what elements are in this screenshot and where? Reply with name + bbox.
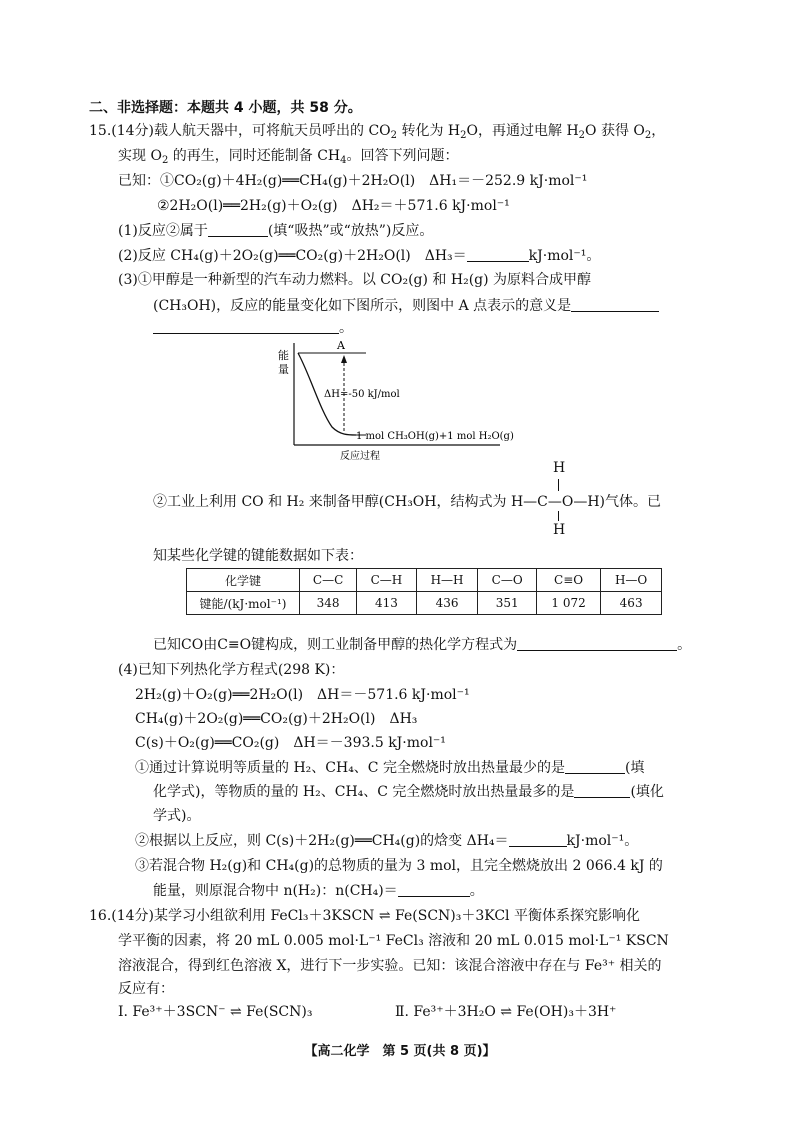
answer-blank[interactable]	[208, 224, 268, 237]
q15-stem-text: ，	[651, 123, 666, 139]
q15-part4-text: 。	[469, 883, 484, 899]
q15-part4-1-line3: 学式)。	[153, 808, 201, 824]
q16-line4: 反应有：	[118, 981, 174, 997]
y-axis-label: 能	[278, 349, 289, 362]
table-row	[187, 569, 662, 592]
y-axis-label: 量	[278, 363, 289, 376]
table-cell: 351	[478, 592, 536, 615]
q15-part4-3-line2	[153, 882, 484, 900]
q15-part4-text: 能量，则原混合物中 n(H₂)：n(CH₄)＝	[153, 883, 398, 899]
q16-line3: 溶液混合，得到红色溶液 X，进行下一步实验。已知：该混合溶液中存在与 Fe³⁺ 相关的	[118, 958, 662, 974]
q15-stem-text: 实现 O	[118, 148, 162, 164]
q16-line1: 16.(14分)某学习小组欲利用 FeCl₃＋3KSCN ⇌ Fe(SCN)₃＋3KCl 平衡体系探究影响化	[89, 908, 640, 924]
q15-part3-text: (CH₃OH)，反应的能量变化如下图所示，则图中 A 点表示的意义是	[153, 298, 572, 314]
q15-part3-line6	[153, 636, 691, 654]
q16-eq-2: Ⅱ. Fe³⁺＋3H₂O ⇌ Fe(OH)₃＋3H⁺	[395, 1004, 617, 1020]
bond-energy-table	[186, 568, 662, 615]
q15-part4-1-line1	[135, 759, 644, 777]
q15-part3-text: 。	[339, 320, 353, 336]
q15-part3-line1: (3)①甲醇是一种新型的汽车动力燃料。以 CO₂(g) 和 H₂(g) 为原料合成甲醇	[118, 272, 592, 288]
arrow-head	[341, 355, 347, 363]
q15-stem-text: O，再通过电解 H	[466, 123, 579, 139]
answer-blank[interactable]	[517, 638, 677, 651]
q15-part4-text: (填	[624, 760, 645, 776]
table-cell: 1 072	[536, 592, 600, 615]
q15-part4-text: 化学式)，等物质的量的 H₂、CH₄、C 完全燃烧时放出热量最多的是	[153, 784, 575, 800]
table-cell: 436	[416, 592, 478, 615]
struct-h-top: H	[553, 460, 566, 476]
q15-part1-text: (填“吸热”或“放热”)反应。	[267, 223, 434, 239]
energy-diagram	[270, 335, 520, 465]
q15-part2-text: (2)反应 CH₄(g)＋2O₂(g)══CO₂(g)＋2H₂O(l) ΔH₃＝	[118, 248, 467, 264]
answer-blank[interactable]	[574, 785, 630, 798]
struct-h-bottom: H	[553, 522, 566, 538]
q15-stem-text: 的再生，同时还能制备 CH	[168, 148, 341, 164]
q15-known-1: 已知：①CO₂(g)＋4H₂(g)══CH₄(g)＋2H₂O(l) ΔH₁＝－252.9 kJ·mol⁻¹	[118, 173, 588, 189]
q15-stem-line2: 实现 $O_2$ 的再生，同时还能制备 $CH_4$。回答下列问题：	[118, 148, 459, 166]
q15-part3-line4: ②工业上利用 CO 和 H₂ 来制备甲醇(CH₃OH，结构式为 H—C—O—H)气体。已	[153, 494, 662, 510]
q15-part4-text: ①通过计算说明等质量的 H₂、CH₄、C 完全燃烧时放出热量最少的是	[135, 760, 565, 776]
q15-part2	[118, 247, 600, 265]
table-cell: 化学键	[187, 569, 300, 592]
q15-part2-text: kJ·mol⁻¹。	[528, 248, 601, 264]
answer-blank[interactable]	[571, 299, 659, 312]
point-a-label: A	[337, 339, 345, 352]
q15-part4-text: ②根据以上反应，则 C(s)＋2H₂(g)══CH₄(g)的焓变 ΔH₄＝	[135, 833, 509, 849]
q15-stem-line1: 15.(14分)载人航天器中，可将航天员呼出的 $CO_2$ 转化为 $H_2O$，再通过电解 $H_2O$ 获得 $O_2$，	[89, 123, 666, 141]
table-cell: 348	[300, 592, 357, 615]
table-cell: 413	[357, 592, 417, 615]
answer-blank[interactable]	[467, 249, 529, 262]
x-axis-label: 反应过程	[340, 451, 380, 462]
q15-known-2: ②2H₂O(l)══2H₂(g)＋O₂(g) ΔH₂＝＋571.6 kJ·mol⁻¹	[157, 198, 510, 214]
table-cell: C≡O	[536, 569, 600, 592]
q15-part4-2	[135, 832, 638, 850]
section-title: 二、非选择题：本题共 4 小题，共 58 分。	[89, 100, 362, 116]
table-cell: C—H	[357, 569, 417, 592]
q15-part3-line2	[153, 297, 659, 315]
q15-part4-text: (填化	[630, 784, 664, 800]
table-row	[187, 592, 662, 615]
q15-part3-line5: 知某些化学键的键能数据如下表：	[153, 548, 363, 564]
q15-stem-text: 。回答下列问题：	[346, 148, 459, 164]
q15-part4-1-line2	[153, 783, 664, 801]
q15-stem-text: 转化为 H	[397, 123, 461, 139]
table-cell: 键能/(kJ·mol⁻¹)	[187, 592, 300, 615]
table-cell: C—O	[478, 569, 536, 592]
q15-part4-eq3: C(s)＋O₂(g)══CO₂(g) ΔH＝－393.5 kJ·mol⁻¹	[135, 735, 446, 751]
q15-stem-text: 15.(14分)载人航天器中，可将航天员呼出的 CO	[89, 123, 391, 139]
q15-part4-eq1: 2H₂(g)＋O₂(g)══2H₂O(l) ΔH＝－571.6 kJ·mol⁻¹	[135, 687, 470, 703]
answer-blank[interactable]	[398, 884, 470, 897]
answer-blank[interactable]	[565, 761, 625, 774]
table-cell: H—H	[416, 569, 478, 592]
q15-part3-text: 已知CO由C≡O键构成，则工业制备甲醇的热化学方程式为	[153, 637, 518, 653]
q15-part4-3-line1: ③若混合物 H₂(g)和 CH₄(g)的总物质的量为 3 mol，且完全燃烧放出 2 066.4 kJ 的	[135, 858, 663, 874]
page-footer: 【高二化学 第 5 页(共 8 页)】	[304, 1044, 496, 1059]
table-cell: H—O	[601, 569, 662, 592]
q15-part4-eq2: CH₄(g)＋2O₂(g)══CO₂(g)＋2H₂O(l) ΔH₃	[135, 711, 418, 727]
q16-eq-1: Ⅰ. Fe³⁺＋3SCN⁻ ⇌ Fe(SCN)₃	[118, 1004, 313, 1020]
q16-line2: 学平衡的因素，将 20 mL 0.005 mol·L⁻¹ FeCl₃ 溶液和 20 mL 0.015 mol·L⁻¹ KSCN	[118, 933, 669, 949]
q15-part4-title: (4)已知下列热化学方程式(298 K)：	[118, 662, 345, 678]
q15-part3-text: 。	[677, 637, 692, 653]
table-cell: C—C	[300, 569, 357, 592]
q15-part1	[118, 222, 433, 240]
q15-part1-text: (1)反应②属于	[118, 223, 208, 239]
struct-bond	[558, 479, 559, 491]
table-cell: 463	[601, 592, 662, 615]
q15-stem-text: O 获得 O	[585, 123, 645, 139]
struct-bond	[558, 511, 559, 521]
product-label: 1 mol CH₃OH(g)+1 mol H₂O(g)	[356, 431, 514, 442]
answer-blank[interactable]	[509, 834, 567, 847]
q15-part4-text: kJ·mol⁻¹。	[566, 833, 639, 849]
answer-blank[interactable]	[153, 321, 339, 334]
delta-h-label: ΔH=-50 kJ/mol	[324, 389, 400, 400]
